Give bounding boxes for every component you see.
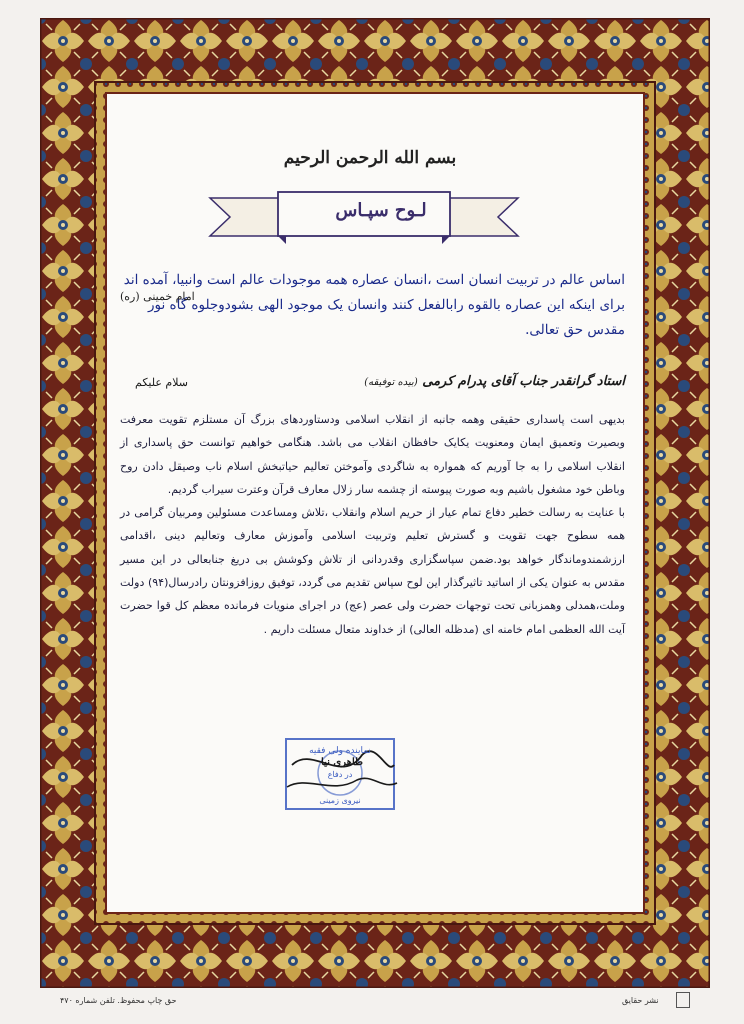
addressee-note: (بیده توفیقه) xyxy=(364,377,418,388)
publisher-logo-icon xyxy=(676,992,690,1008)
certificate-body xyxy=(120,408,625,641)
footer-copyright: حق چاپ محفوظ. تلفن شماره ۴۷۰ xyxy=(60,996,177,1005)
svg-text:نماینده ولی فقیه: نماینده ولی فقیه xyxy=(309,746,371,756)
svg-text:در دفاع: در دفاع xyxy=(327,770,353,779)
svg-text:طاهری نیا: طاهری نیا xyxy=(321,757,363,768)
greeting: سلام علیکم xyxy=(135,376,189,389)
svg-text:نیروی زمینی: نیروی زمینی xyxy=(319,796,361,805)
addressee-line xyxy=(260,374,625,389)
footer-publisher: نشر حقایق xyxy=(622,996,659,1005)
quote-attribution: امام خمینی (ره) xyxy=(120,290,195,303)
bismillah-heading: بسم الله الرحمن الرحیم xyxy=(283,148,457,168)
opening-quote: اساس عالم در تربیت انسان است ،انسان عصاره همه موجودات عالم است وانبیا، آمده اند برای اینکه این عصاره بالقوه رابالفعل کنند وانسان یک موجود الهی بشودوجلوه گاه نور مقدس حق تعالی. xyxy=(123,272,625,338)
stamp-graphic xyxy=(282,735,402,815)
official-stamp xyxy=(282,735,402,815)
certificate-title: لـوح سپـاس xyxy=(335,200,427,221)
addressee-name: استاد گرانقدر جناب آقای پدرام کرمی xyxy=(422,374,625,389)
body-paragraph: با عنایت به رسالت خطیر دفاع تمام عیار از حریم اسلام وانقلاب ،تلاش ومساعدت مسئولین ومربیان گرامی در همه سطوح جهت تقویت و گسترش تعلیم وتربیت اسلامی وآموزش معارف وتعالیم دینی ،اقدامی ارزشمندوماندگار خواهد بود.ضمن سپاسگزاری وقدردانی از تلاش وکوشش بی دریغ جنابعالی در این مسیر مقدس به عنوان یکی از اساتید تاثیرگذار این لوح سپاس تقدیم می گردد، توفیق روزافزونتان رادرسال(۹۴) دولت وملت،همدلی وهمزبانی تحت توجهات حضرت ولی عصر (عج) در اجرای منویات فرمانده معظم کل قوا حضرت آیت الله العظمی امام خامنه ای (مدظله العالی) از خداوند متعال مسئلت داریم . xyxy=(120,506,625,636)
body-paragraph: بدیهی است پاسداری حقیقی وهمه جانبه از انقلاب اسلامی ودستاوردهای بزرگ آن مستلزم تقویت معرفت وبصیرت وتعمیق ایمان ومعنویت یکایک حافظان انقلاب می باشد. هنگامی خواهیم توانست حق پاسداری از انقلاب اسلامی را به جا آوریم که همواره به شاگردی وآموختن تعالیم حیاتبخش اسلام ناب وصیقل دادن روح وباطن خود مشغول باشیم وبه صورت پیوسته از چشمه سار زلال معارف قرآن وعترت سیراب گردیم. xyxy=(120,413,625,496)
